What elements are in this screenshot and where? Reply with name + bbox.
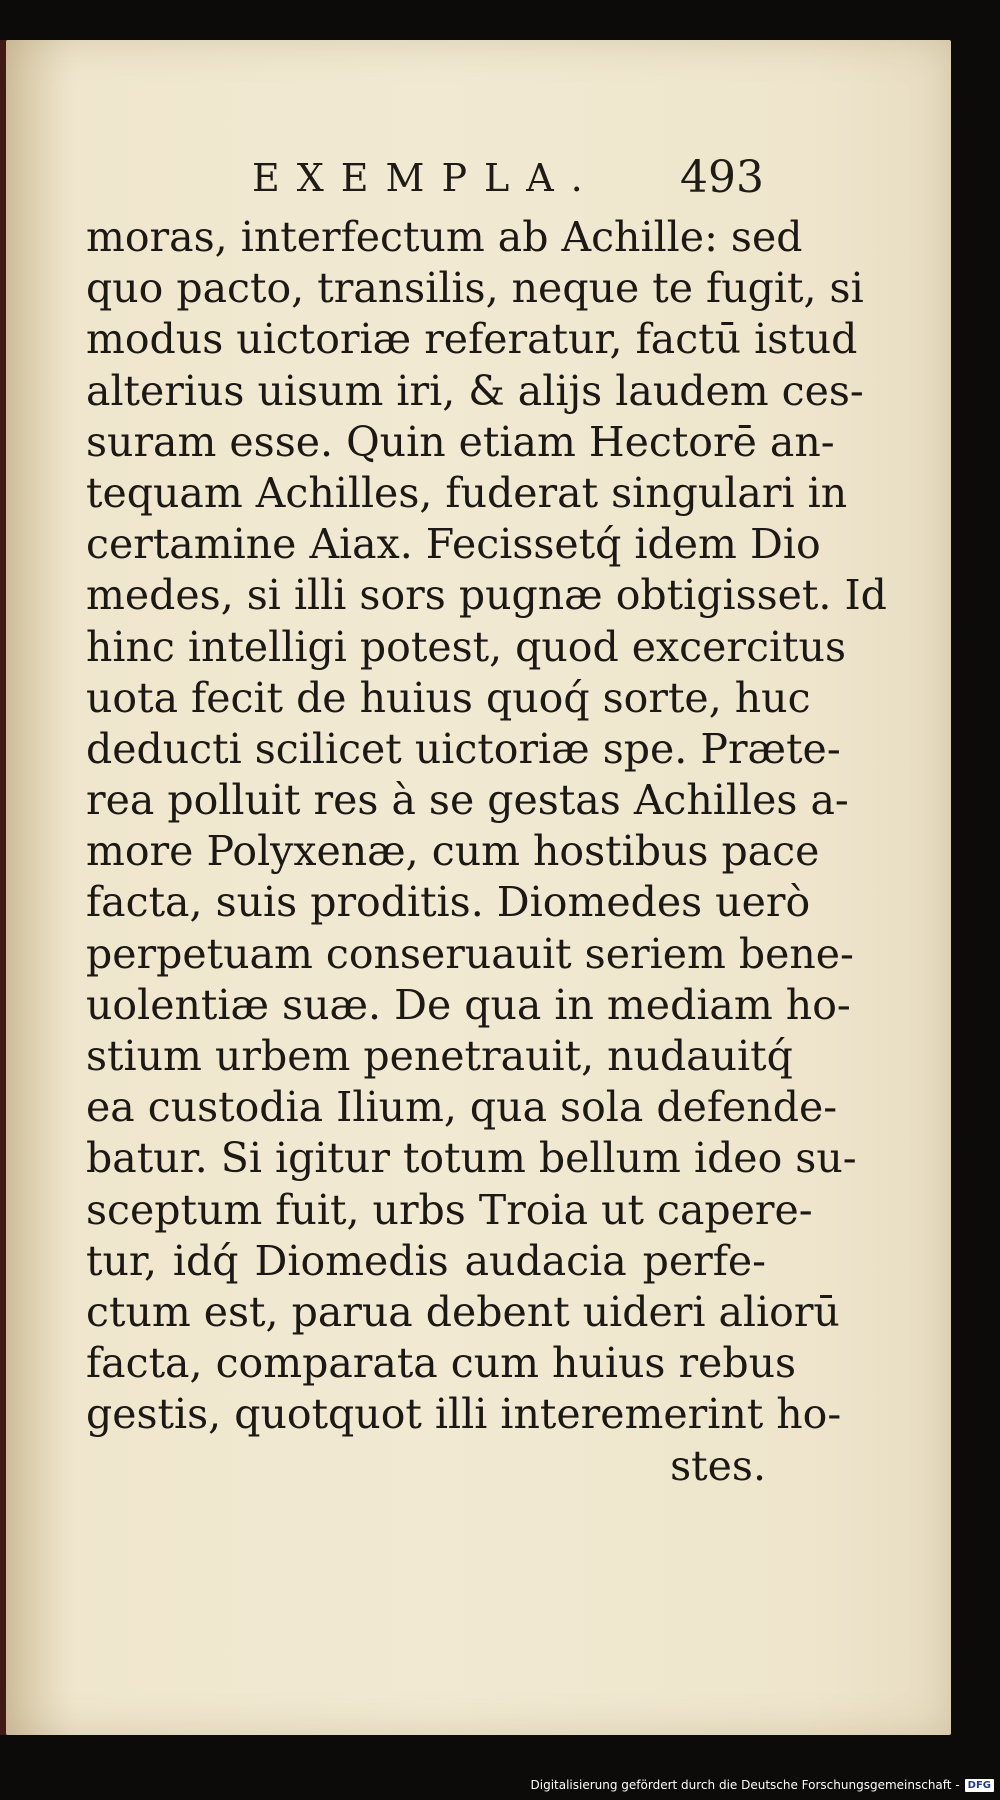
text-line: certamine Aiax. Fecissetq́ idem Dio [86,520,821,569]
text-line: modus uictoriæ referatur, factū istud [86,315,858,364]
digitization-credit [531,1778,995,1792]
text-line: quo pacto, transilis, neque te fugit, si [86,264,864,313]
text-line: suram esse. Quin etiam Hectorē an- [86,417,835,466]
text-line: hinc intelligi potest, quod excercitus [86,622,846,671]
text-line: ctum est, parua debent uideri aliorū [86,1287,840,1336]
text-line: sceptum fuit, urbs Troia ut capere- [86,1185,813,1234]
page-number: 493 [680,152,764,203]
running-head: EXEMPLA. [252,156,600,200]
text-line: gestis, quotquot illi interemerint ho- [86,1390,842,1439]
text-line: uota fecit de huius quoq́ sorte, huc [86,673,811,722]
text-line: batur. Si igitur totum bellum ideo su- [86,1134,857,1183]
text-line: tequam Achilles, fuderat singulari in [86,468,848,517]
credit-text: Digitalisierung gefördert durch die Deutsche Forschungsgemeinschaft - [530,1778,960,1792]
text-line: deducti scilicet uictoriæ spe. Præte- [86,724,841,773]
text-line: stium urbem penetrauit, nudauitq́ [86,1032,793,1080]
text-line: ea custodia Ilium, qua sola defende- [86,1083,838,1132]
text-line: alterius uisum iri, & alijs laudem ces- [86,366,864,415]
text-line: uolentiæ suæ. De qua in mediam ho- [86,980,851,1029]
text-line: more Polyxenæ, cum hostibus pace [86,827,820,876]
text-line-final: stes. [670,1441,766,1490]
text-line: medes, si illi sors pugnæ obtigisset. Id [86,571,887,620]
dfg-logo: DFG [965,1779,994,1792]
text-line: moras, interfectum ab Achille: sed [86,213,803,261]
text-line: perpetuam conseruauit seriem bene- [86,929,854,978]
text-line: rea polluit res à se gestas Achilles a- [86,776,849,825]
text-line: facta, suis proditis. Diomedes uerò [86,878,811,927]
text-line: tur, idq́ Diomedis audacia perfe- [86,1236,766,1285]
text-line: facta, comparata cum huius rebus [86,1339,797,1388]
body-text [86,212,887,1492]
